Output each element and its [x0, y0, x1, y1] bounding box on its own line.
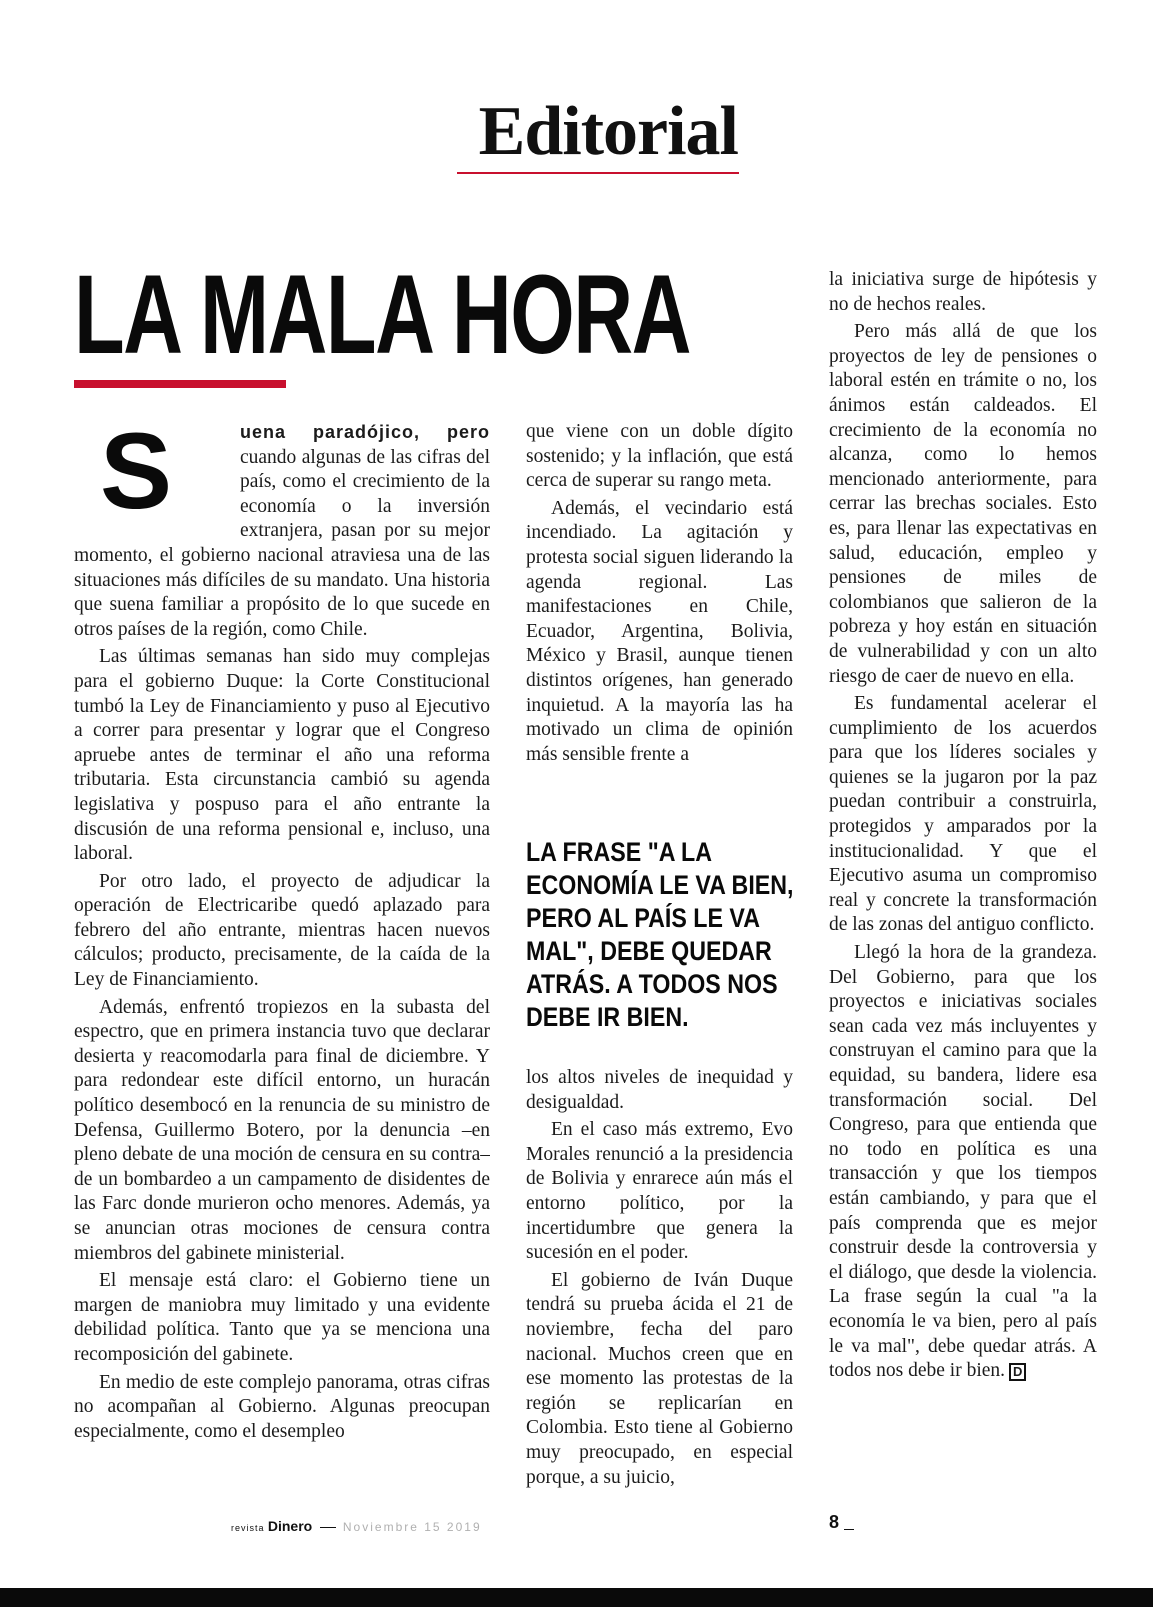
page-number: 8	[829, 1512, 840, 1532]
article-headline: LA MALA HORA	[74, 252, 691, 377]
footer-divider	[320, 1527, 336, 1528]
body-paragraph: que viene con un doble dígito sostenido; y la inflación, que está cerca de superar su rango meta.	[526, 421, 793, 492]
magazine-name: Dinero	[267, 1518, 313, 1534]
lead-paragraph	[74, 420, 490, 642]
body-paragraph: Por otro lado, el proyecto de adjudicar la operación de Electricaribe quedó aplazado para febrero del año entrante, mientras hacen nuevos cálculos; producto, precisamente, de la caída de la Ley de Financiamiento.	[74, 870, 490, 991]
magazine-prefix: revista	[231, 1523, 265, 1533]
body-paragraph: Además, el vecindario está incendiado. La agitación y protesta social siguen liderando la agenda regional. Las manifestaciones en Chile, Ecuador, Argentina, Bolivia, México y Brasil, aunque tienen distintos orígenes, han generado inquietud. A la mayoría las ha motivado un clima de opinión más sensible frente a	[526, 497, 793, 765]
article-column-2-lower	[526, 1066, 793, 1516]
footer-magazine	[231, 1518, 482, 1534]
body-paragraph: El mensaje está claro: el Gobierno tiene un margen de maniobra muy limitado y una evidente debilidad política. Tanto que ya se menciona una recomposición del gabinete.	[74, 1270, 490, 1365]
body-paragraph: En el caso más extremo, Evo Morales renunció a la presidencia de Bolivia y enrarece aún más el entorno político, por la incertidumbre que genera la sucesión en el poder.	[526, 1119, 793, 1264]
article-column-3	[829, 268, 1097, 1518]
scan-bottom-edge	[0, 1588, 1153, 1607]
closing-paragraph	[829, 941, 1097, 1384]
section-title-rule	[457, 172, 739, 174]
lead-text: cuando algunas de las cifras del país, como el crecimiento de la economía o la inversión extranjera, pasan por su mejor momento, el gobierno nacional atraviesa una de las situaciones más difíciles de su mandato. Una historia que suena familiar a propósito de lo que sucede en otros países de la región, como Chile.	[74, 446, 490, 640]
body-paragraph: Pero más allá de que los proyectos de ley de pensiones o laboral estén en trámite o no, los ánimos están caldeados. El crecimiento de la economía no alcanza, como lo hemos mencionado anteriormente, para cerrar las brechas sociales. Esto es, para llenar las expectativas en salud, educación, empleo y pensiones de miles de colombianos que salieron de la pobreza y hoy están en situación de vulnerabilidad y con un alto riesgo de caer de nuevo en ella.	[829, 321, 1097, 687]
page-number-dash	[844, 1529, 854, 1530]
end-mark-icon: D	[1009, 1363, 1026, 1381]
pull-quote: LA FRASE "A LA ECONOMÍA LE VA BIEN, PERO AL PAÍS LE VA MAL", DEBE QUEDAR ATRÁS. A TODOS NOS DEBE IR BIEN.	[526, 837, 794, 1032]
lead-words: uena paradójico, pero	[240, 422, 490, 442]
body-paragraph: la iniciativa surge de hipótesis y no de hechos reales.	[829, 269, 1097, 315]
body-paragraph: Las últimas semanas han sido muy complejas para el gobierno Duque: la Corte Constitucional tumbó la Ley de Financiamiento y puso al Ejecutivo a correr para presentar y lograr que el Congreso apruebe antes de terminar el año una reforma tributaria. Esta circunstancia cambió su agenda legislativa y pospuso para el año entrante la discusión de una reforma pensional e, incluso, una laboral.	[74, 646, 490, 865]
article-column-1	[74, 420, 490, 1515]
headline-rule	[74, 380, 286, 388]
section-title: Editorial	[478, 93, 738, 170]
drop-cap: S	[100, 420, 173, 531]
issue-date: Noviembre 15 2019	[342, 1520, 482, 1534]
body-paragraph: En medio de este complejo panorama, otras cifras no acompañan al Gobierno. Algunas preocupan especialmente, como el desempleo	[74, 1371, 490, 1442]
body-paragraph: El gobierno de Iván Duque tendrá su prueba ácida el 21 de noviembre, fecha del paro nacional. Muchos creen que en ese momento las protestas de la región se replicarían en Colombia. Esto tiene al Gobierno muy preocupado, en especial porque, a su juicio,	[526, 1269, 793, 1488]
body-paragraph: Es fundamental acelerar el cumplimiento de los acuerdos para que los líderes sociales y quienes se la jugaron por la paz puedan contribuir a construirla, protegidos y amparados por la institucionalidad. Y que el Ejecutivo asuma un compromiso real y concrete la transformación de las zonas del antiguo conflicto.	[829, 693, 1097, 936]
article-column-2	[526, 420, 793, 770]
body-paragraph: los altos niveles de inequidad y desigualdad.	[526, 1067, 793, 1113]
closing-text: Llegó la hora de la grandeza. Del Gobierno, para que los proyectos e iniciativas sociales sean cada vez más incluyentes y construyan el camino para que la equidad, su bandera, lidere esa transformación social. Del Congreso, para que entienda que no todo en política es una transacción y que los tiempos están cambiando, y para que el país comprenda que es mejor construir desde la controversia y el diálogo, que desde la violencia. La frase según la cual "a la economía le va bien, pero al país le va mal", debe quedar atrás. A todos nos debe ir bien.	[829, 942, 1097, 1382]
body-paragraph: Además, enfrentó tropiezos en la subasta del espectro, que en primera instancia tuvo que declarar desierta y reacomodarla para final de diciembre. Y para redondear este difícil entorno, un huracán político desembocó en la renuncia de su ministro de Defensa, Guillermo Botero, por la denuncia –en pleno debate de una moción de censura en su contra– de un bombardeo a un campamento de disidentes de las Farc donde murieron ocho menores. Además, ya se anuncian otras mociones de censura contra miembros del gabinete ministerial.	[74, 996, 490, 1264]
